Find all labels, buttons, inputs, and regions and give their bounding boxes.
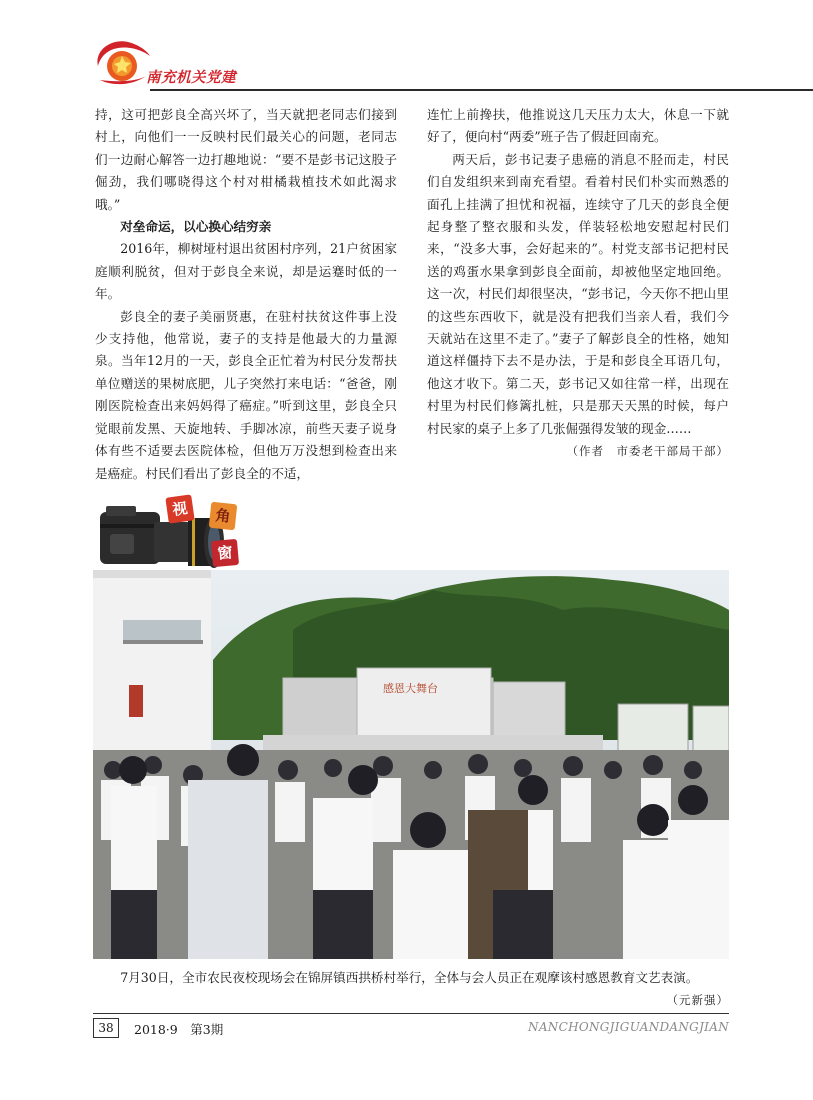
photo-credit: （元新强） (666, 993, 729, 1007)
photo-caption (95, 967, 729, 988)
journal-title: 南充机关党建 (146, 70, 236, 86)
issue-label: 2018·9 第3期 (134, 1022, 224, 1037)
article-paragraph: 连忙上前搀扶，他推说这几天压力太大，休息一下就好了，便向村“两委”班子告了假赶回南充。 (427, 107, 729, 145)
journal-logo-icon (92, 36, 152, 88)
stage-banner-text: 感恩大舞台 (383, 682, 438, 695)
event-photo (93, 570, 729, 959)
article-right-column (427, 104, 729, 463)
section-badge-char: 角 (209, 502, 238, 531)
article-left-column (95, 104, 397, 485)
caption-text: 7月30日，全市农民夜校现场会在锦屏镇西拱桥村举行，全体与会人员正在观摩该村感恩教育文艺表演。 (120, 970, 699, 985)
article-paragraph: 两天后，彭书记妻子患癌的消息不胫而走，村民们自发组织来到南充看望。看着村民们朴实而熟悉的面孔上挂满了担忧和祝福，连续守了几天的彭良全便起身整了整衣服和头发，佯装轻松地安慰起村民们来，“没多大事，会好起来的”。村党支部书记把村民送的鸡蛋水果拿到彭良全面前，却被他坚定地回绝。这一次，村民们却很坚决，“彭书记，今天你不把山里的这些东西收下，就是没有把我们当亲人看，我们今天就站在这里不走了。”妻子了解彭良全的性格，她知道这样僵持下去不是办法，于是和彭良全耳语几句，他这才收下。第二天，彭书记又如往常一样，出现在村里为村民们修篱扎桩，只是那天天黑的时候，每户村民家的桌子上多了几张倔强得发皱的现金…… (427, 151, 729, 436)
journal-latin-name: NANCHONGJIGUANDANGJIAN (528, 1020, 729, 1034)
section-heading: 对垒命运，以心换心结穷亲 (120, 219, 272, 235)
section-badge-char: 视 (165, 494, 194, 523)
article-paragraph: 2016年，柳树垭村退出贫困村序列，21户贫困家庭顺利脱贫，但对于彭良全来说，却是运蹇时低的一年。 (95, 241, 397, 302)
article-byline: （作者 市委老干部局干部） (566, 444, 729, 459)
page-number: 38 (93, 1018, 119, 1038)
masthead-rule (150, 89, 813, 91)
section-badge-char: 窗 (211, 539, 239, 567)
footer-rule (93, 1013, 729, 1014)
article-paragraph: 持，这可把彭良全高兴坏了，当天就把老同志们接到村上，向他们一一反映村民们最关心的问题，老同志们一边耐心解答一边打趣地说：“要不是彭书记这股子倔劲，我们哪晓得这个村对柑橘栽植技术如此渴求哦。” (95, 107, 397, 212)
article-paragraph: 彭良全的妻子美丽贤惠，在驻村扶贫这件事上没少支持他，他常说，妻子的支持是他最大的力量源泉。当年12月的一天，彭良全正忙着为村民分发帮扶单位赠送的果树底肥，儿子突然打来电话：“爸爸，刚刚医院检查出来妈妈得了癌症。”听到这里，彭良全只觉眼前发黑、天旋地转、手脚冰凉，前些天妻子说身体有些不适要去医院体检，但他万万没想到检查出来是癌症。村民们看出了彭良全的不适， (95, 308, 397, 481)
